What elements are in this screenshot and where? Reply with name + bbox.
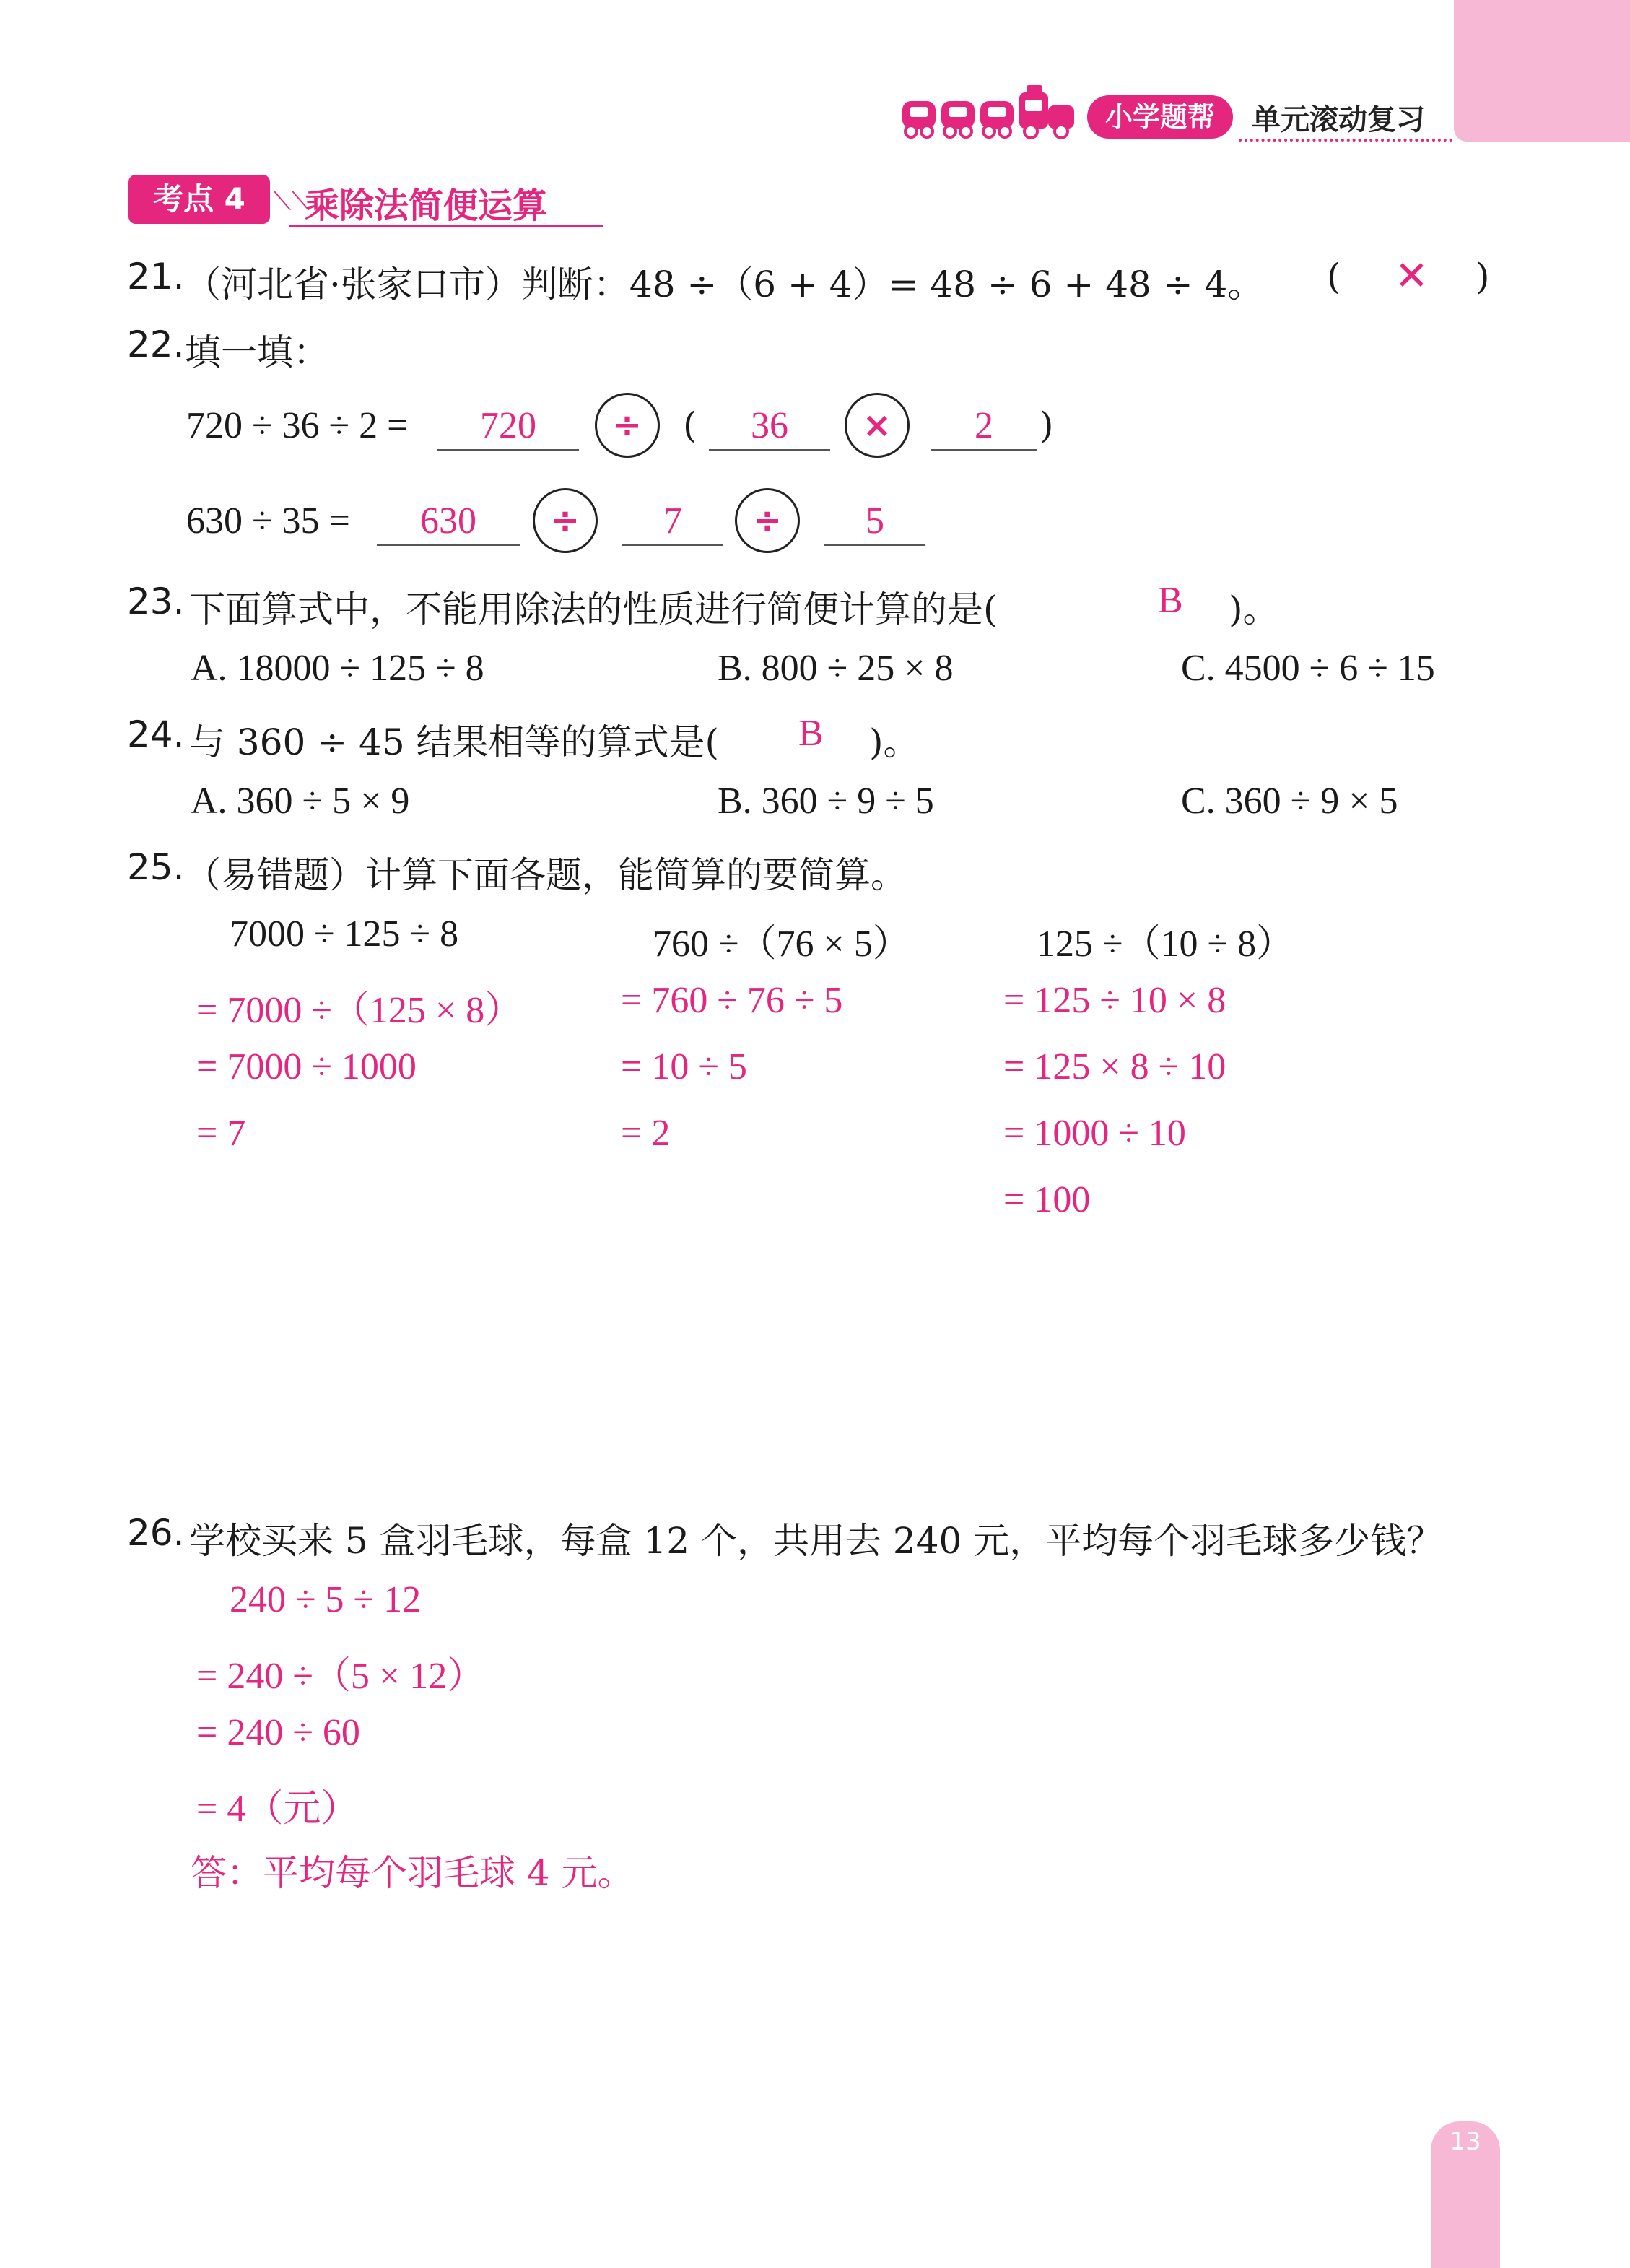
q22-row2-expression: 630 ÷ 35 = xyxy=(186,500,350,542)
q21-answer-cross-icon: ✕ xyxy=(1395,253,1429,300)
q23-answer: B xyxy=(1158,580,1183,621)
q23-option-a: A. 18000 ÷ 125 ÷ 8 xyxy=(191,648,484,689)
q22-row1-blank1: 720 xyxy=(437,404,579,451)
q25-col3-problem: 125 ÷（10 ÷ 8） xyxy=(1037,924,1294,965)
section-title: 乘除法简便运算 xyxy=(305,186,548,226)
q26-step1: 240 ÷ 5 ÷ 12 xyxy=(230,1579,422,1620)
q22-number: 22. xyxy=(127,323,185,365)
q24-answer: B xyxy=(798,713,824,754)
q25-col1-step1: = 7000 ÷（125 × 8） xyxy=(196,990,523,1031)
q22-text: 填一填： xyxy=(185,331,329,373)
q25-col1-problem: 7000 ÷ 125 ÷ 8 xyxy=(230,913,459,955)
q21-text: （河北省·张家口市）判断：48 ÷（6 + 4）= 48 ÷ 6 + 48 ÷ 4。 xyxy=(185,264,1264,305)
q25-col1-step3: = 7 xyxy=(196,1113,246,1154)
q22-row1-expression: 720 ÷ 36 ÷ 2 = xyxy=(186,405,409,446)
brand-badge: 小学题帮 xyxy=(1087,95,1233,139)
q25-number: 25. xyxy=(127,846,185,888)
header-subtitle: 单元滚动复习 xyxy=(1252,103,1425,136)
q23-text: 下面算式中，不能用除法的性质进行简便计算的是( xyxy=(189,588,998,630)
q26-step4: = 4（元） xyxy=(196,1789,359,1830)
q22-row1-paren-close: ) xyxy=(1040,404,1054,446)
q25-col2-step2: = 10 ÷ 5 xyxy=(621,1046,747,1087)
section-underline xyxy=(289,225,603,227)
q25-col3-step2: = 125 × 8 ÷ 10 xyxy=(1003,1046,1226,1087)
q22-row2-blank3: 5 xyxy=(824,500,925,546)
q22-row1-blank2: 36 xyxy=(709,404,830,451)
q23-option-b: B. 800 ÷ 25 × 8 xyxy=(718,648,954,689)
header-corner-tab xyxy=(1454,0,1630,142)
q25-col2-step1: = 760 ÷ 76 ÷ 5 xyxy=(621,980,843,1021)
q26-text: 学校买来 5 盒羽毛球，每盒 12 个，共用去 240 元，平均每个羽毛球多少钱？ xyxy=(189,1520,1443,1562)
q23-option-c: C. 4500 ÷ 6 ÷ 15 xyxy=(1181,648,1435,689)
q23-number: 23. xyxy=(127,581,185,622)
q22-row2-op2: ÷ xyxy=(735,488,800,553)
q24-option-a: A. 360 ÷ 5 × 9 xyxy=(191,781,410,822)
q22-row1-blank3: 2 xyxy=(931,404,1037,451)
q26-number: 26. xyxy=(127,1512,185,1554)
header-dotted-line xyxy=(1239,139,1452,142)
section-badge: 考点 4 xyxy=(128,175,270,224)
q22-row2-blank1: 630 xyxy=(377,500,520,546)
page-number: 13 xyxy=(1450,2127,1481,2156)
q25-col1-step2: = 7000 ÷ 1000 xyxy=(196,1046,417,1087)
q21-paren-close: ) xyxy=(1476,256,1490,297)
q25-col3-step1: = 125 ÷ 10 × 8 xyxy=(1003,980,1226,1021)
q26-answer: 答：平均每个羽毛球 4 元。 xyxy=(191,1852,634,1894)
train-icon xyxy=(899,85,1080,143)
q24-text-end: )。 xyxy=(869,721,920,763)
q21-paren-open: ( xyxy=(1327,256,1341,297)
q26-step3: = 240 ÷ 60 xyxy=(196,1712,360,1753)
q21-number: 21. xyxy=(127,256,185,297)
q25-col2-problem: 760 ÷（76 × 5） xyxy=(653,924,910,965)
q25-text: （易错题）计算下面各题，能简算的要简算。 xyxy=(185,854,907,896)
q25-col3-step3: = 1000 ÷ 10 xyxy=(1003,1113,1186,1154)
section-slash-icon: ⟍⟍ xyxy=(273,186,310,216)
q22-row1-op2: × xyxy=(845,393,910,458)
q24-option-c: C. 360 ÷ 9 × 5 xyxy=(1181,781,1398,822)
q22-row2-op1: ÷ xyxy=(533,488,598,553)
q23-text-end: )。 xyxy=(1229,588,1279,630)
q25-col3-step4: = 100 xyxy=(1003,1179,1091,1220)
q26-step2: = 240 ÷（5 × 12） xyxy=(196,1656,485,1697)
q22-row2-blank2: 7 xyxy=(622,500,723,546)
q24-number: 24. xyxy=(127,713,185,755)
q25-col2-step3: = 2 xyxy=(621,1113,671,1154)
q24-option-b: B. 360 ÷ 9 ÷ 5 xyxy=(718,781,934,822)
q24-text: 与 360 ÷ 45 结果相等的算式是( xyxy=(189,721,720,763)
q22-row1-paren-open: ( xyxy=(683,404,697,446)
q22-row1-op1: ÷ xyxy=(595,393,660,458)
